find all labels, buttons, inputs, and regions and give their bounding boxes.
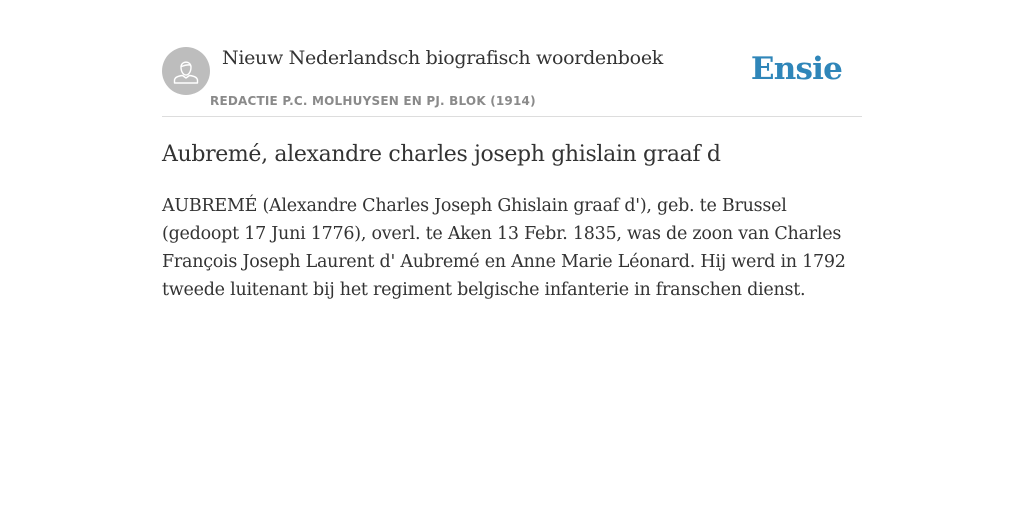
user-silhouette-icon <box>162 47 210 95</box>
source-header <box>162 0 862 117</box>
book-title[interactable]: Nieuw Nederlandsch biografisch woordenboek <box>222 47 663 69</box>
entry-title: Aubremé, alexandre charles joseph ghislain graaf d <box>162 142 721 167</box>
page-content <box>162 0 862 300</box>
avatar[interactable] <box>162 47 210 95</box>
book-editor: REDACTIE P.C. MOLHUYSEN EN PJ. BLOK (1914) <box>210 94 536 108</box>
ensie-logo[interactable]: Ensie <box>750 51 842 87</box>
entry-body: AUBREMÉ (Alexandre Charles Joseph Ghislain graaf d'), geb. te Brussel (gedoopt 17 Juni 1776), overl. te Aken 13 Febr. 1835, was de zoon van Charles François Joseph Laurent d' Aubremé en Anne Marie Léonard. Hij werd in 1792 tweede luitenant bij het regiment belgische infanterie in franschen dienst. <box>162 196 846 300</box>
